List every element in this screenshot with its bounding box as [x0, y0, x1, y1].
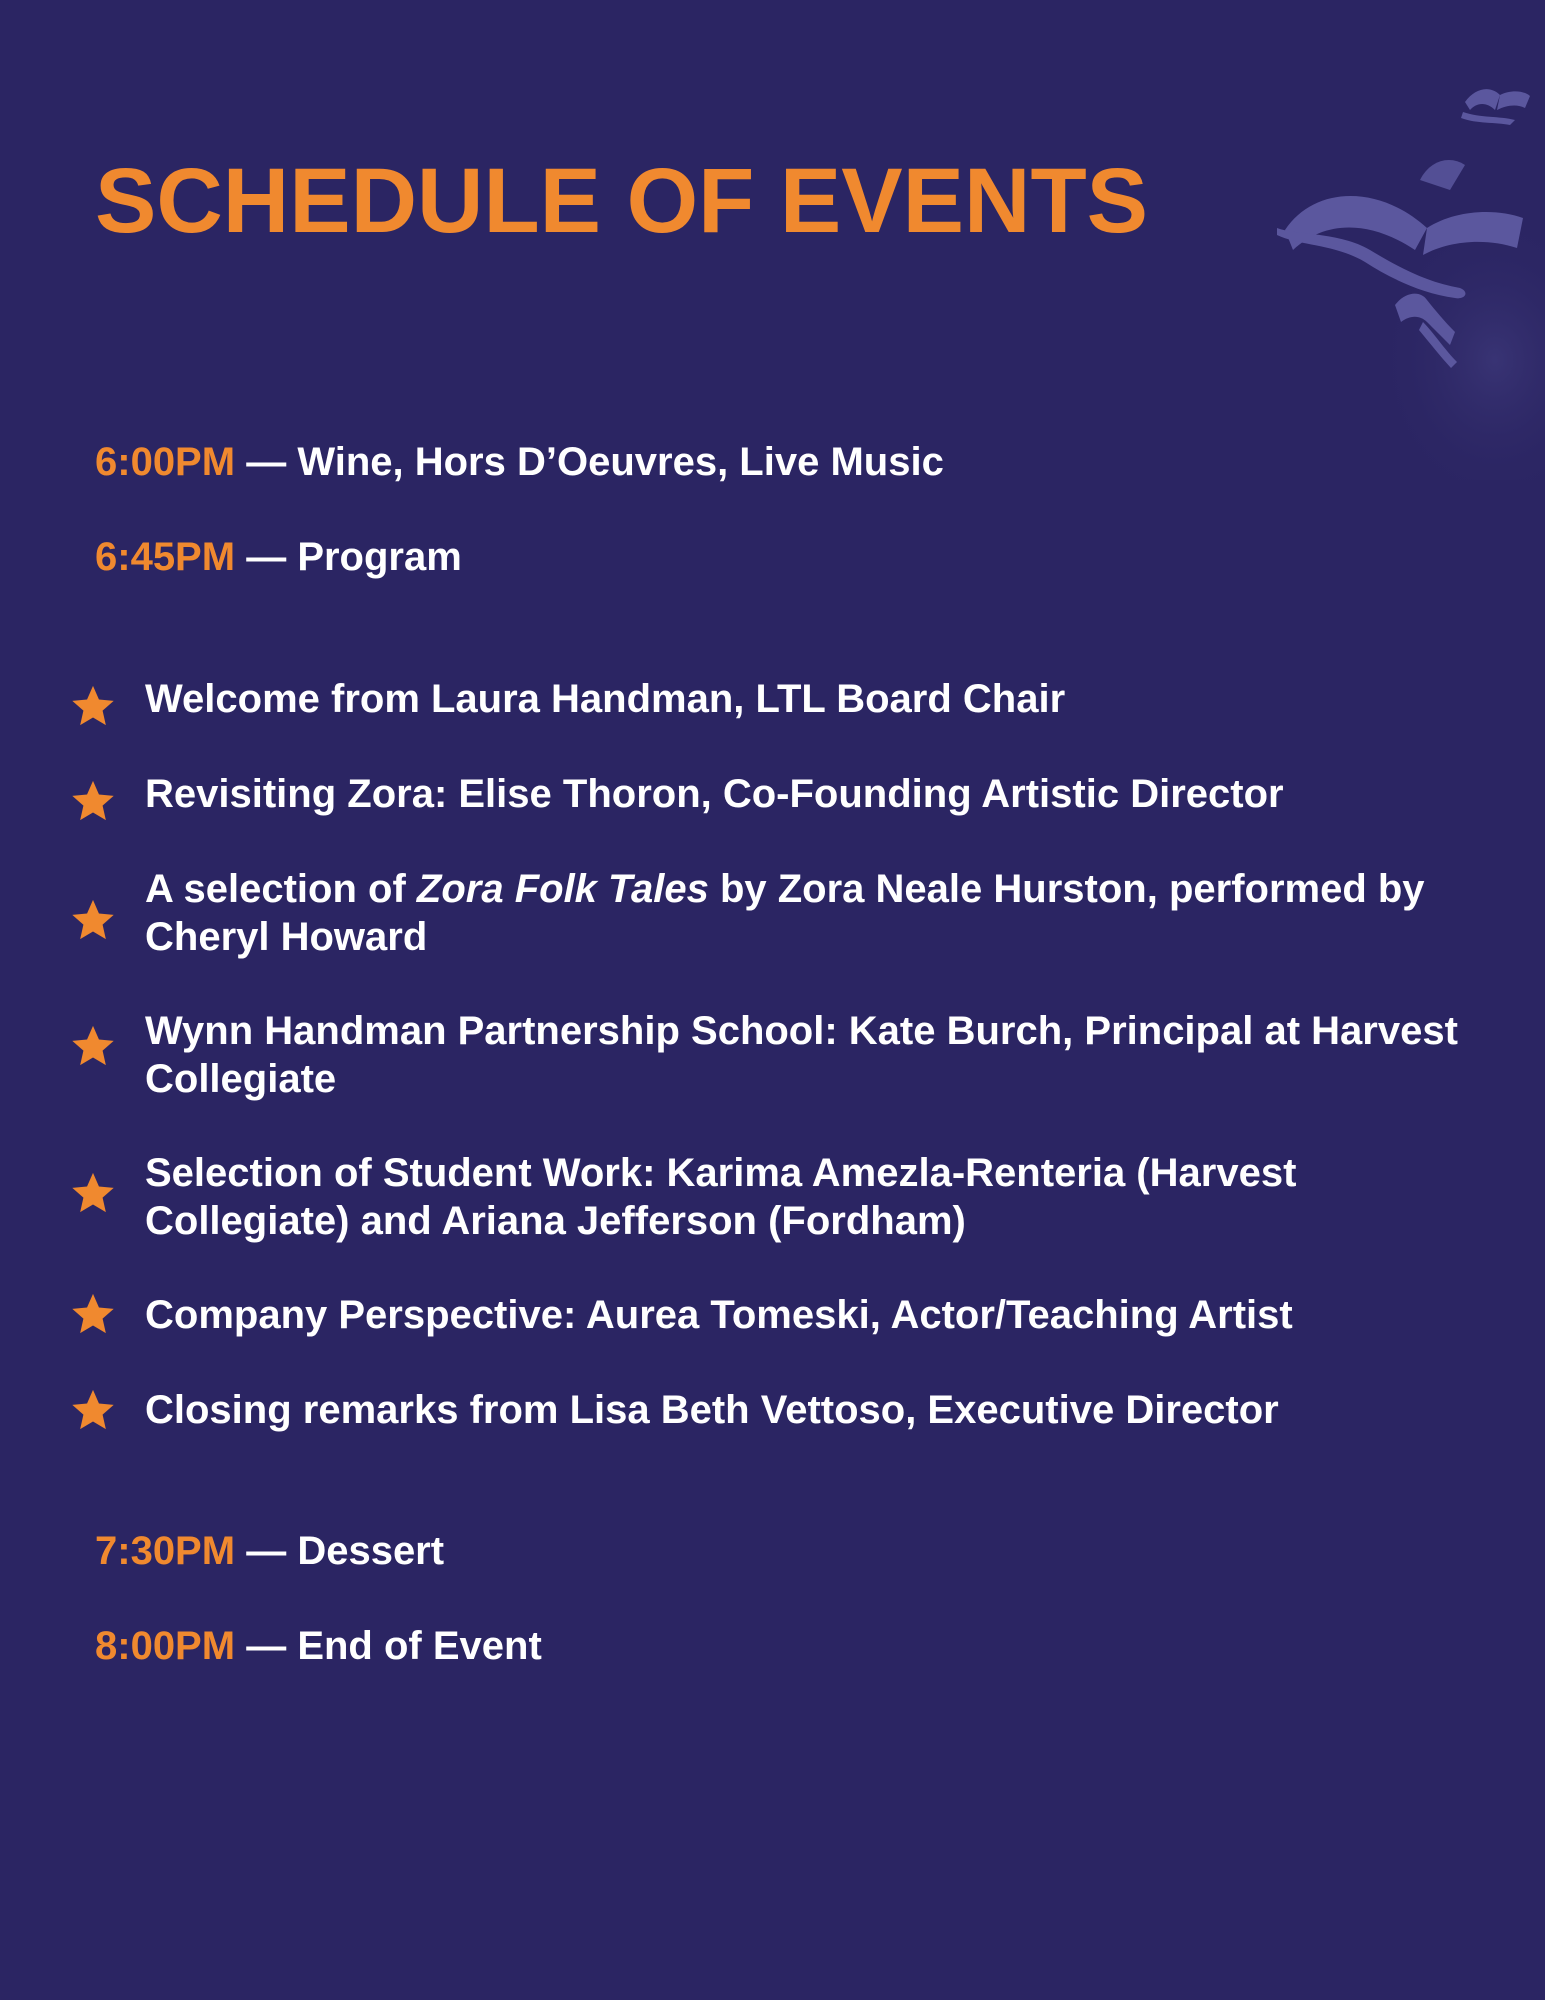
schedule-row — [95, 533, 462, 581]
schedule-row — [95, 1622, 542, 1670]
page-title: SCHEDULE OF EVENTS — [95, 150, 1149, 252]
schedule-label: End of Event — [297, 1624, 542, 1668]
program-item — [145, 865, 1465, 961]
schedule-label: Wine, Hors D’Oeuvres, Live Music — [297, 440, 944, 484]
program-item-prefix: A selection of — [145, 867, 417, 911]
program-item-suffix: by Zora Neale Hurston, performed by Cheryl Howard — [145, 867, 1425, 959]
program-item: Closing remarks from Lisa Beth Vettoso, Executive Director — [145, 1388, 1279, 1432]
schedule-separator: — — [246, 440, 287, 484]
schedule-separator: — — [246, 1624, 287, 1668]
program-item-title: Zora Folk Tales — [416, 867, 709, 911]
schedule-row — [95, 1527, 444, 1575]
schedule-time: 7:30PM — [95, 1529, 236, 1573]
star-icon — [70, 1170, 116, 1216]
star-icon — [70, 1023, 116, 1069]
program-item: Company Perspective: Aurea Tomeski, Actor/Teaching Artist — [145, 1293, 1293, 1337]
schedule-label: Program — [297, 535, 462, 579]
schedule-label: Dessert — [297, 1529, 445, 1573]
program-item: Revisiting Zora: Elise Thoron, Co-Founding Artistic Director — [145, 772, 1284, 816]
flying-books-icon — [1165, 60, 1545, 480]
schedule-separator: — — [246, 1529, 287, 1573]
program-item: Welcome from Laura Handman, LTL Board Chair — [145, 677, 1066, 721]
star-icon — [70, 683, 116, 729]
program-item: Selection of Student Work: Karima Amezla-Renteria (Harvest Collegiate) and Ariana Jefferson (Fordham) — [145, 1151, 1297, 1243]
schedule-time: 6:45PM — [95, 535, 236, 579]
star-icon — [70, 1387, 116, 1433]
schedule-separator: — — [246, 535, 287, 579]
schedule-time: 6:00PM — [95, 440, 236, 484]
star-icon — [70, 1291, 116, 1337]
schedule-time: 8:00PM — [95, 1624, 236, 1668]
program-item: Wynn Handman Partnership School: Kate Burch, Principal at Harvest Collegiate — [145, 1009, 1458, 1101]
star-icon — [70, 897, 116, 943]
schedule-row — [95, 438, 944, 486]
star-icon — [70, 778, 116, 824]
